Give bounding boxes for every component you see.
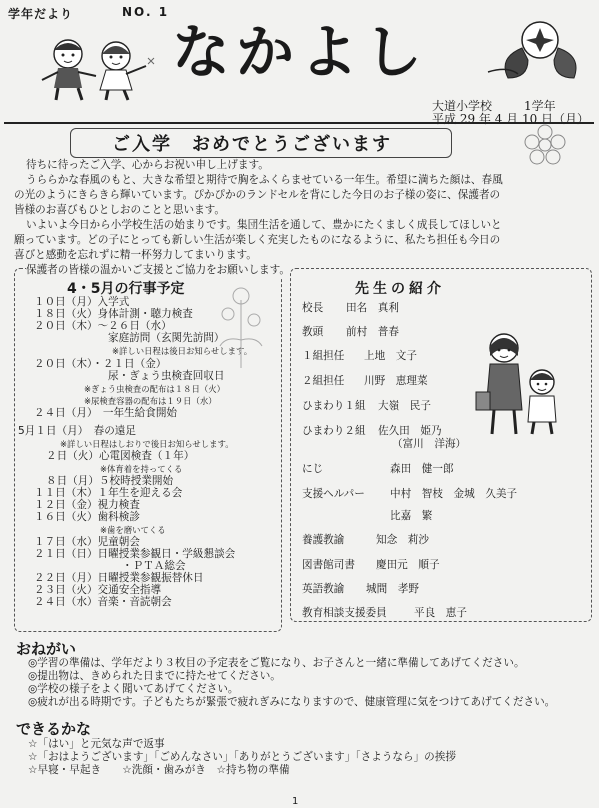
- teacher-name: 森田 健一郎: [390, 463, 454, 475]
- intro-paragraph: いよいよ今日から小学校生活の始まりです。集団生活を通して、豊かにたくましく成長してほしいと: [26, 219, 502, 231]
- teachers-title: 先生の紹介: [352, 278, 448, 298]
- events-title: 4・5月の行事予定: [64, 278, 187, 298]
- teacher-role: ひまわり２組: [302, 425, 366, 437]
- goal-item: ☆早寝・早起き ☆洗顔・歯みがき ☆持ち物の準備: [28, 764, 290, 776]
- event-line: ２２日（月）日曜授業参観振替休日: [34, 572, 204, 584]
- teacher-role: にじ: [302, 463, 324, 475]
- event-line: ２０日（木）・２１日（金）: [34, 358, 167, 370]
- teacher-name: 中村 智枝 金城 久美子: [390, 488, 518, 500]
- event-note: ※詳しい日程は後日お知らせします。: [112, 346, 253, 356]
- event-note: ※体育着を持ってくる: [100, 464, 183, 474]
- morning-glory-illustration: [478, 18, 590, 86]
- event-line: 5月１日（月） 春の遠足: [18, 425, 136, 437]
- teacher-role: ２組担任: [302, 375, 345, 387]
- teacher-role: 英語教諭: [302, 583, 345, 595]
- teacher-name-extra: 比嘉 繁: [390, 510, 433, 522]
- teacher-name: 上地 文子: [364, 350, 417, 362]
- teacher-role: 教育相談支援委員: [302, 607, 387, 619]
- event-line: ８日（月）５校時授業開始: [46, 475, 174, 487]
- school-name: 大道小学校: [432, 99, 493, 113]
- teacher-student-illustration: [470, 330, 566, 440]
- teacher-name: 慶田元 順子: [376, 559, 440, 571]
- intro-paragraph: 待ちに待ったご入学、心からお祝い申し上げます。: [26, 159, 269, 171]
- event-line: ２日（火）心電図検査（１年）: [46, 450, 195, 462]
- flower-sketch: [206, 280, 276, 370]
- teacher-name: 大嶺 民子: [378, 400, 431, 412]
- event-note: ※詳しい日程はしおりで後日お知らせします。: [60, 439, 234, 449]
- event-line: １０日（月）入学式: [34, 296, 130, 308]
- event-line: １２日（金）視力検査: [34, 499, 140, 511]
- teacher-role: 養護教諭: [302, 534, 345, 546]
- goals-title: できるかな: [16, 720, 92, 738]
- header-divider: [4, 122, 594, 124]
- intro-paragraph: 皆様のお喜びもひとしおのことと思います。: [14, 204, 226, 216]
- grade: 1学年: [524, 99, 556, 113]
- request-item: ◎学習の準備は、学年だより３枚目の予定表をご覧になり、お子さんと一緒に準備してあげてください。: [28, 657, 525, 669]
- sakura-icon: [520, 124, 570, 166]
- newsletter-title: なかよし: [172, 18, 429, 86]
- teacher-role: 支援ヘルパー: [302, 488, 365, 500]
- teacher-role: 教頭: [302, 326, 324, 338]
- event-line: ２４日（水）音楽・音読朝会: [34, 596, 172, 608]
- event-line: １６日（火）歯科検診: [34, 511, 140, 523]
- issue-number: NO. 1: [122, 5, 170, 19]
- requests-title: おねがい: [16, 640, 77, 658]
- event-line: 尿・ぎょう虫検査回収日: [108, 370, 225, 382]
- issue-date: 平成 29 年 4 月 10 日（月）: [432, 112, 590, 126]
- teacher-name: 田名 真利: [346, 302, 399, 314]
- event-note: ※尿検査容器の配布は１９日（水）: [84, 396, 217, 406]
- event-note: ※歯を磨いてくる: [100, 525, 166, 535]
- event-line: 家庭訪問（玄関先訪問）: [108, 332, 225, 344]
- greeting-title: ご入学 おめでとうございます: [112, 134, 392, 155]
- request-item: ◎提出物は、きめられた日までに持たせてください。: [28, 670, 281, 682]
- teacher-role: ひまわり１組: [302, 400, 366, 412]
- teacher-name: 城間 孝野: [366, 583, 419, 595]
- event-line: ２３日（火）交通安全指導: [34, 584, 162, 596]
- newsletter-label: 学年だより: [8, 7, 74, 21]
- teacher-name: 知念 莉沙: [376, 534, 429, 546]
- teacher-name: 川野 恵理菜: [364, 375, 428, 387]
- goal-item: ☆「はい」と元気な声で返事: [28, 738, 165, 750]
- intro-paragraph: の光のようにきらきら輝いています。ぴかぴかのランドセルを背にした今日のお子様の姿に、保護者の: [14, 189, 501, 201]
- goal-item: ☆「おはようございます」「ごめんなさい」「ありがとうございます」「さようなら」の挨拶: [28, 751, 456, 763]
- event-line: １７日（水）児童朝会: [34, 536, 140, 548]
- event-note: ※ぎょう虫検査の配布は１８日（火）: [84, 384, 226, 394]
- event-line: ・ＰＴＡ総会: [122, 560, 186, 572]
- teacher-role: １組担任: [302, 350, 345, 362]
- event-line: ２１日（日）日曜授業参観日・学級懇談会: [34, 548, 236, 560]
- event-line: １１日（木）１年生を迎える会: [34, 487, 183, 499]
- teacher-role: 校長: [302, 302, 324, 314]
- page-number: 1: [292, 796, 299, 807]
- teacher-role: 図書館司書: [302, 559, 355, 571]
- teacher-name: 平良 恵子: [414, 607, 467, 619]
- intro-paragraph: うららかな春風のもと、大きな希望と期待で胸をふくらませている一年生。希望に満ちた顔は、春風: [26, 174, 503, 186]
- teacher-name: 前村 普春: [346, 326, 399, 338]
- event-line: ２０日（木）〜２６日（水）: [34, 320, 172, 332]
- request-item: ◎疲れが出る時期です。子どもたちが緊張で疲れぎみになりますので、健康管理に気をつけてあげてください。: [28, 696, 556, 708]
- teacher-name: 佐久田 姫乃: [378, 425, 442, 437]
- event-line: ２４日（月） 一年生給食開始: [34, 407, 178, 419]
- event-line: １８日（火）身体計測・聴力検査: [34, 308, 193, 320]
- children-illustration: [36, 36, 166, 104]
- teacher-name-note: （富川 洋海）: [392, 438, 467, 450]
- request-item: ◎学校の様子をよく聞いてあげてください。: [28, 683, 239, 695]
- intro-paragraph: 保護者の皆様の温かいご支援とご協力をお願いします。: [26, 264, 290, 276]
- intro-paragraph: 喜びと感動を忘れずに精一杯努力してまいります。: [14, 249, 257, 261]
- intro-paragraph: 願っています。どの子にとっても新しい生活が楽しく充実したものになるように、私たち担任も今日の: [14, 234, 501, 246]
